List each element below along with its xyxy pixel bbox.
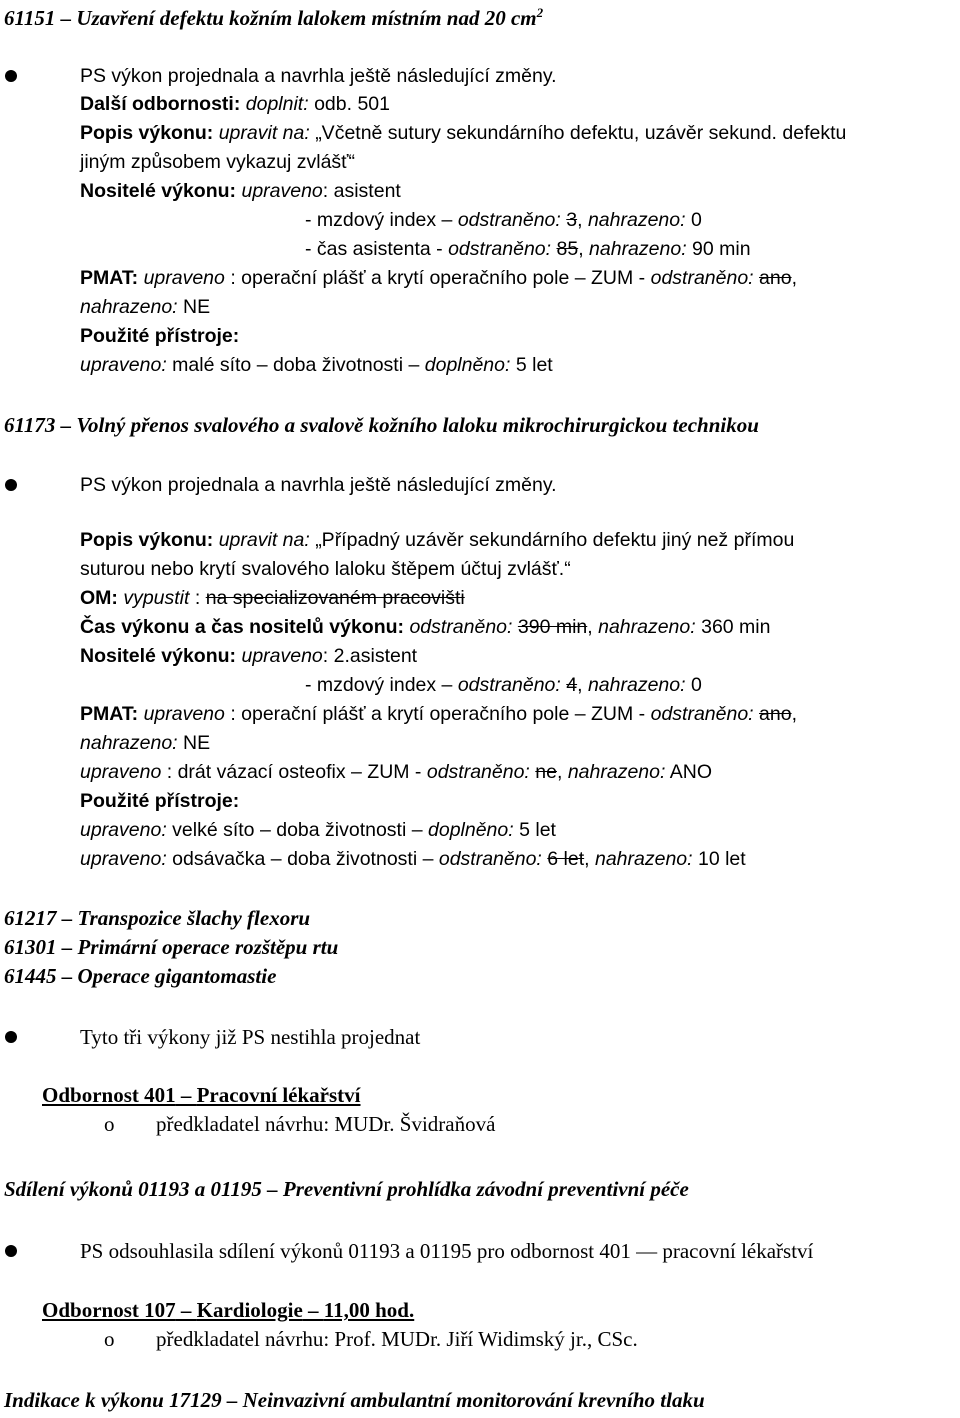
carriers-61151: Nositelé výkonu: upraveno: asistent: [80, 180, 401, 202]
sharing-heading: Sdílení výkonů 01193 a 01195 – Preventivní prohlídka závodní preventivní péče: [4, 1177, 689, 1201]
sub-bullet-icon: o: [104, 1327, 115, 1351]
pmat-61151: PMAT: upraveno : operační plášť a krytí operačního pole – ZUM - odstraněno: ano,: [80, 267, 797, 289]
heading-61151: 61151 – Uzavření defektu kožním lalokem místním nad 20 $cm^2$: [4, 5, 544, 30]
odbornost-107-heading: Odbornost 107 – Kardiologie – 11,00 hod.: [42, 1298, 415, 1322]
device-61151: upraveno: malé síto – doba životnosti – doplněno: 5 let: [80, 354, 553, 376]
code-heading: 61445 – Operace gigantomastie: [4, 964, 277, 988]
pmat-61173: PMAT: upraveno : operační plášť a krytí operačního pole – ZUM - odstraněno: ano,: [80, 703, 797, 725]
wire-61173: upraveno : drát vázací osteofix – ZUM - odstraněno: ne, nahrazeno: ANO: [80, 761, 713, 783]
device-2-61173: upraveno: odsávačka – doba životnosti – odstraněno: 6 let, nahrazeno: 10 let: [80, 848, 746, 870]
time-61173: Čas výkonu a čas nositelů výkonu: odstraněno: 390 min, nahrazeno: 360 min: [80, 616, 771, 638]
device-1-61173: upraveno: velké síto – doba životnosti – doplněno: 5 let: [80, 819, 556, 841]
devices-label-61151: Použité přístroje:: [80, 325, 240, 347]
intro-61151: PS výkon projednala a navrhla ještě následující změny.: [80, 65, 557, 87]
pmat-61173-cont: nahrazeno: NE: [80, 732, 211, 754]
unprocessed-note: Tyto tři výkony již PS nestihla projednat: [80, 1025, 421, 1049]
indication-heading: Indikace k výkonu 17129 – Neinvazivní ambulantní monitorování krevního tlaku: [4, 1388, 705, 1412]
mzdovy-index-61173: - mzdový index – odstraněno: 4, nahrazeno: 0: [305, 674, 702, 696]
description-61173-cont: suturou nebo krytí svalového laloku štěpem účtuj zvlášť.“: [80, 558, 571, 580]
om-61173: OM: vypustit : na specializovaném pracovišti: [80, 587, 465, 609]
assistant-time-61151: - čas asistenta - odstraněno: 85, nahrazeno: 90 min: [305, 238, 751, 260]
code-heading: 61217 – Transpozice šlachy flexoru: [4, 906, 311, 930]
heading-61173: 61173 – Volný přenos svalového a svalově kožního laloku mikrochirurgickou technikou: [4, 413, 759, 437]
description-61151-cont: jiným způsobem vykazuj zvlášť“: [80, 151, 355, 173]
pmat-61151-cont: nahrazeno: NE: [80, 296, 211, 318]
description-61151: Popis výkonu: upravit na: „Včetně sutury sekundárního defektu, uzávěr sekund. defektu: [80, 122, 847, 144]
proposer-401: předkladatel návrhu: MUDr. Švidraňová: [156, 1112, 496, 1136]
intro-61173: PS výkon projednala a navrhla ještě následující změny.: [80, 474, 557, 496]
mzdovy-index-61151: - mzdový index – odstraněno: 3, nahrazeno: 0: [305, 209, 702, 231]
other-specialties: Další odbornosti: doplnit: odb. 501: [80, 93, 390, 115]
odbornost-401-heading: Odbornost 401 – Pracovní lékařství: [42, 1083, 361, 1107]
description-61173: Popis výkonu: upravit na: „Případný uzávěr sekundárního defektu jiný než přímou: [80, 529, 795, 551]
devices-label-61173: Použité přístroje:: [80, 790, 240, 812]
bullet-icon: [5, 70, 17, 82]
carriers-61173: Nositelé výkonu: upraveno: 2.asistent: [80, 645, 418, 667]
sharing-text: PS odsouhlasila sdílení výkonů 01193 a 01195 pro odbornost 401 — pracovní lékařství: [80, 1239, 814, 1263]
proposer-107: předkladatel návrhu: Prof. MUDr. Jiří Widimský jr., CSc.: [156, 1327, 638, 1351]
bullet-icon: [5, 1031, 17, 1043]
sub-bullet-icon: o: [104, 1112, 115, 1136]
code-heading: 61301 – Primární operace rozštěpu rtu: [4, 935, 339, 959]
bullet-icon: [5, 1245, 17, 1257]
bullet-icon: [5, 479, 17, 491]
